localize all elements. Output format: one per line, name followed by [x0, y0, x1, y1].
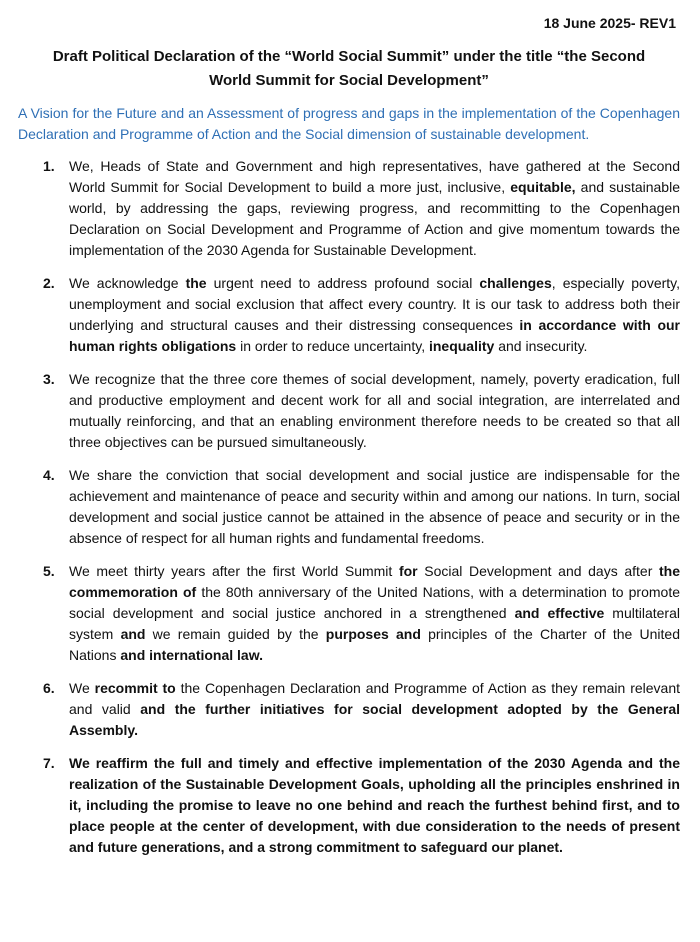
paragraph-4 — [18, 465, 680, 549]
text-run: Social Development and days after — [417, 563, 660, 579]
text-run: and insecurity. — [494, 338, 588, 354]
text-run: We acknowledge — [69, 275, 186, 291]
paragraph-number: 7. — [43, 755, 55, 771]
vision-statement: A Vision for the Future and an Assessment of progress and gaps in the implementation of the Copenhagen Declaration and Programme of Action and the Social dimension of sustainable development. — [18, 105, 680, 142]
paragraph-text — [69, 156, 680, 261]
bold-text-run: the commemoration of — [69, 563, 681, 600]
paragraph-5 — [18, 561, 680, 666]
bold-text-run: and effective — [514, 605, 605, 621]
text-run: We — [69, 680, 95, 696]
bold-text-run: and the further initiatives for social development adopted by the General Assembly. — [69, 701, 680, 738]
paragraph-number: 2. — [43, 275, 55, 291]
text-run: the Copenhagen Declaration and Programme of Action as they remain relevant and valid — [69, 680, 681, 717]
paragraph-number: 6. — [43, 680, 55, 696]
bold-text-run: purposes and — [325, 626, 421, 642]
paragraph-text — [69, 561, 680, 666]
bold-text-run: in accordance with our human rights obligations — [69, 317, 680, 354]
paragraph-1 — [18, 156, 680, 261]
text-run: principles of the Charter of the United Nations — [69, 626, 680, 663]
bold-text-run: for — [398, 563, 418, 579]
paragraph-text — [69, 678, 680, 741]
bold-text-run: the — [185, 275, 207, 291]
paragraph-text — [69, 465, 680, 549]
paragraph-6 — [18, 678, 680, 741]
text-run: , especially poverty, unemployment and social exclusion that affect every country. It is our task to address both their underlying and structural causes and their distressing consequences — [69, 275, 681, 333]
bold-text-run: challenges — [479, 275, 552, 291]
paragraph-3 — [18, 369, 680, 453]
paragraph-number: 5. — [43, 563, 55, 579]
paragraph-7 — [18, 753, 680, 858]
document-title: Draft Political Declaration of the “World Social Summit” under the title “the Second World Summit for Social Development” — [52, 48, 646, 89]
paragraph-list — [18, 156, 680, 858]
text-run: multilateral system — [69, 605, 680, 642]
paragraph-number: 3. — [43, 371, 55, 387]
paragraph-number: 1. — [43, 158, 55, 174]
paragraph-number: 4. — [43, 467, 55, 483]
bold-text-run: inequality — [428, 338, 495, 354]
bold-text-run: recommit to — [94, 680, 176, 696]
text-run: We recognize that the three core themes of social development, namely, poverty eradication, full and productive employment and decent work for all and social integration, are interrelated and mutually reinforcing, and that an enabling environment therefore needs to be created so that all three objectives can be pursued simultaneously. — [69, 371, 680, 450]
text-run: the 80th anniversary of the United Nations, with a determination to promote social development and social justice anchored in a strengthened — [69, 584, 681, 621]
text-run: urgent need to address profound social — [206, 275, 480, 291]
paragraph-2 — [18, 273, 680, 357]
text-run: and sustainable world, by addressing the gaps, reviewing progress, and recommitting to the Copenhagen Declaration on Social Development and Programme of Action and give momentum towards the implementation of the 2030 Agenda for Sustainable Development. — [69, 179, 680, 258]
paragraph-text — [69, 369, 680, 453]
paragraph-text — [69, 273, 680, 357]
text-run: we remain guided by the — [145, 626, 326, 642]
text-run: We, Heads of State and Government and high representatives, have gathered at the Second World Summit for Social Development to build a more just, inclusive, — [69, 158, 680, 195]
text-run: We share the conviction that social development and social justice are indispensable for the achievement and maintenance of peace and security within and among our nations. In turn, social development and social justice cannot be attained in the absence of peace and security or in the absence of respect for all human rights and fundamental freedoms. — [69, 467, 680, 546]
bold-text-run: equitable, — [510, 179, 576, 195]
bold-text-run: We reaffirm the full and timely and effective implementation of the 2030 Agenda and the realization of the Sustainable Development Goals, upholding all the principles enshrined in it, including the promise to leave no one behind and reach the furthest behind first, and to place people at the center of development, with due consideration to the needs of present and future generations, and a strong commitment to safeguard our planet. — [69, 755, 680, 855]
bold-text-run: and — [120, 626, 146, 642]
paragraph-text — [69, 753, 680, 858]
date-revision: 18 June 2025- REV1 — [543, 15, 676, 31]
bold-text-run: and international law. — [120, 647, 263, 663]
text-run: in order to reduce uncertainty, — [236, 338, 429, 354]
text-run: We meet thirty years after the first World Summit — [69, 563, 399, 579]
